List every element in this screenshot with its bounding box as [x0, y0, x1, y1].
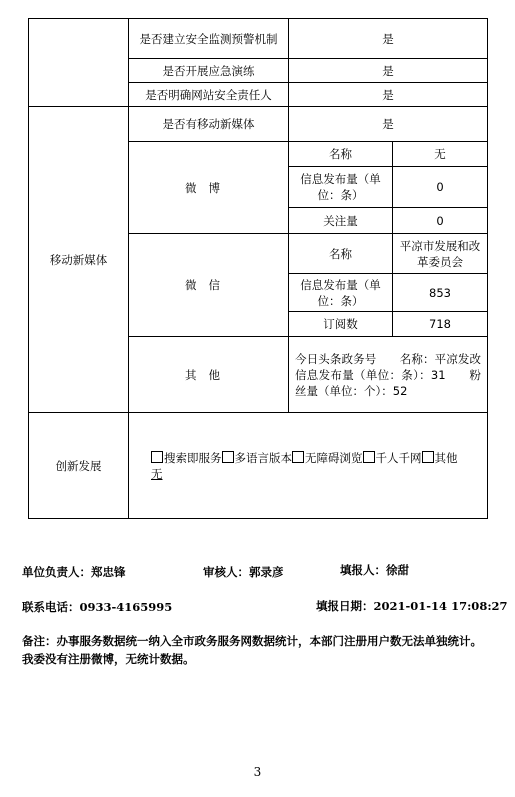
option-label: 其他: [434, 450, 458, 465]
mobile-section-label: 移动新媒体: [29, 107, 129, 413]
wechat-label: 微信: [129, 234, 289, 337]
fill-date: 填报日期：2021-01-14 17:08:27: [316, 599, 508, 613]
row-label: 是否建立安全监测预警机制: [129, 19, 289, 59]
weibo-follow-value: 0: [393, 208, 488, 234]
report-table: [28, 18, 504, 519]
option-label: 多语言版本: [234, 450, 292, 465]
responsible-person: 单位负责人：郑忠锋: [22, 565, 126, 579]
page-number: 3: [253, 765, 262, 779]
weibo-name-value: 无: [393, 142, 488, 167]
option-label: 搜索即服务: [164, 450, 222, 465]
weibo-label: 微博: [129, 142, 289, 234]
row-value: 是: [289, 19, 488, 59]
wechat-name-label: 名称: [289, 234, 393, 274]
innovation-options: [129, 413, 488, 519]
table-row: [29, 19, 488, 59]
weibo-publish-label: 信息发布量（单位：条）: [289, 167, 393, 208]
filler: 填报人：徐甜: [340, 563, 409, 577]
other-detail: 今日头条政务号 名称：平凉发改 信息发布量（单位：条）：31 粉丝量（单位：个）：52: [289, 337, 488, 413]
remark-note: 备注：办事服务数据统一纳入全市政务服务网数据统计，本部门注册用户数无法单独统计。我委没有注册微博，无统计数据。: [22, 634, 482, 666]
wechat-publish-label: 信息发布量（单位：条）: [289, 274, 393, 312]
section-cell-empty: [29, 19, 129, 107]
other-label: 其他: [129, 337, 289, 413]
innovation-label: 创新发展: [29, 413, 129, 519]
checkbox-icon[interactable]: [222, 451, 234, 463]
wechat-subscribe-value: 718: [393, 312, 488, 337]
row-label: 是否开展应急演练: [129, 59, 289, 83]
checkbox-icon[interactable]: [151, 451, 163, 463]
option-label: 无障碍浏览: [305, 450, 363, 465]
row-value: 是: [289, 59, 488, 83]
other-value: 无: [151, 466, 163, 481]
weibo-follow-label: 关注量: [289, 208, 393, 234]
row-value: 是: [289, 83, 488, 107]
wechat-subscribe-label: 订阅数: [289, 312, 393, 337]
wechat-publish-value: 853: [393, 274, 488, 312]
weibo-name-label: 名称: [289, 142, 393, 167]
contact-phone: 联系电话：0933-4165995: [22, 600, 173, 614]
checkbox-icon[interactable]: [363, 451, 375, 463]
checkbox-icon[interactable]: [292, 451, 304, 463]
option-label: 千人千网: [375, 450, 422, 465]
table-row: [29, 413, 488, 519]
has-mobile-label: 是否有移动新媒体: [129, 107, 289, 142]
wechat-name-value: 平凉市发展和改革委员会: [393, 234, 488, 274]
row-label: 是否明确网站安全责任人: [129, 83, 289, 107]
table-row: [29, 107, 488, 142]
weibo-publish-value: 0: [393, 167, 488, 208]
reviewer: 审核人：郭录彦: [203, 565, 284, 579]
checkbox-icon[interactable]: [422, 451, 434, 463]
has-mobile-value: 是: [289, 107, 488, 142]
